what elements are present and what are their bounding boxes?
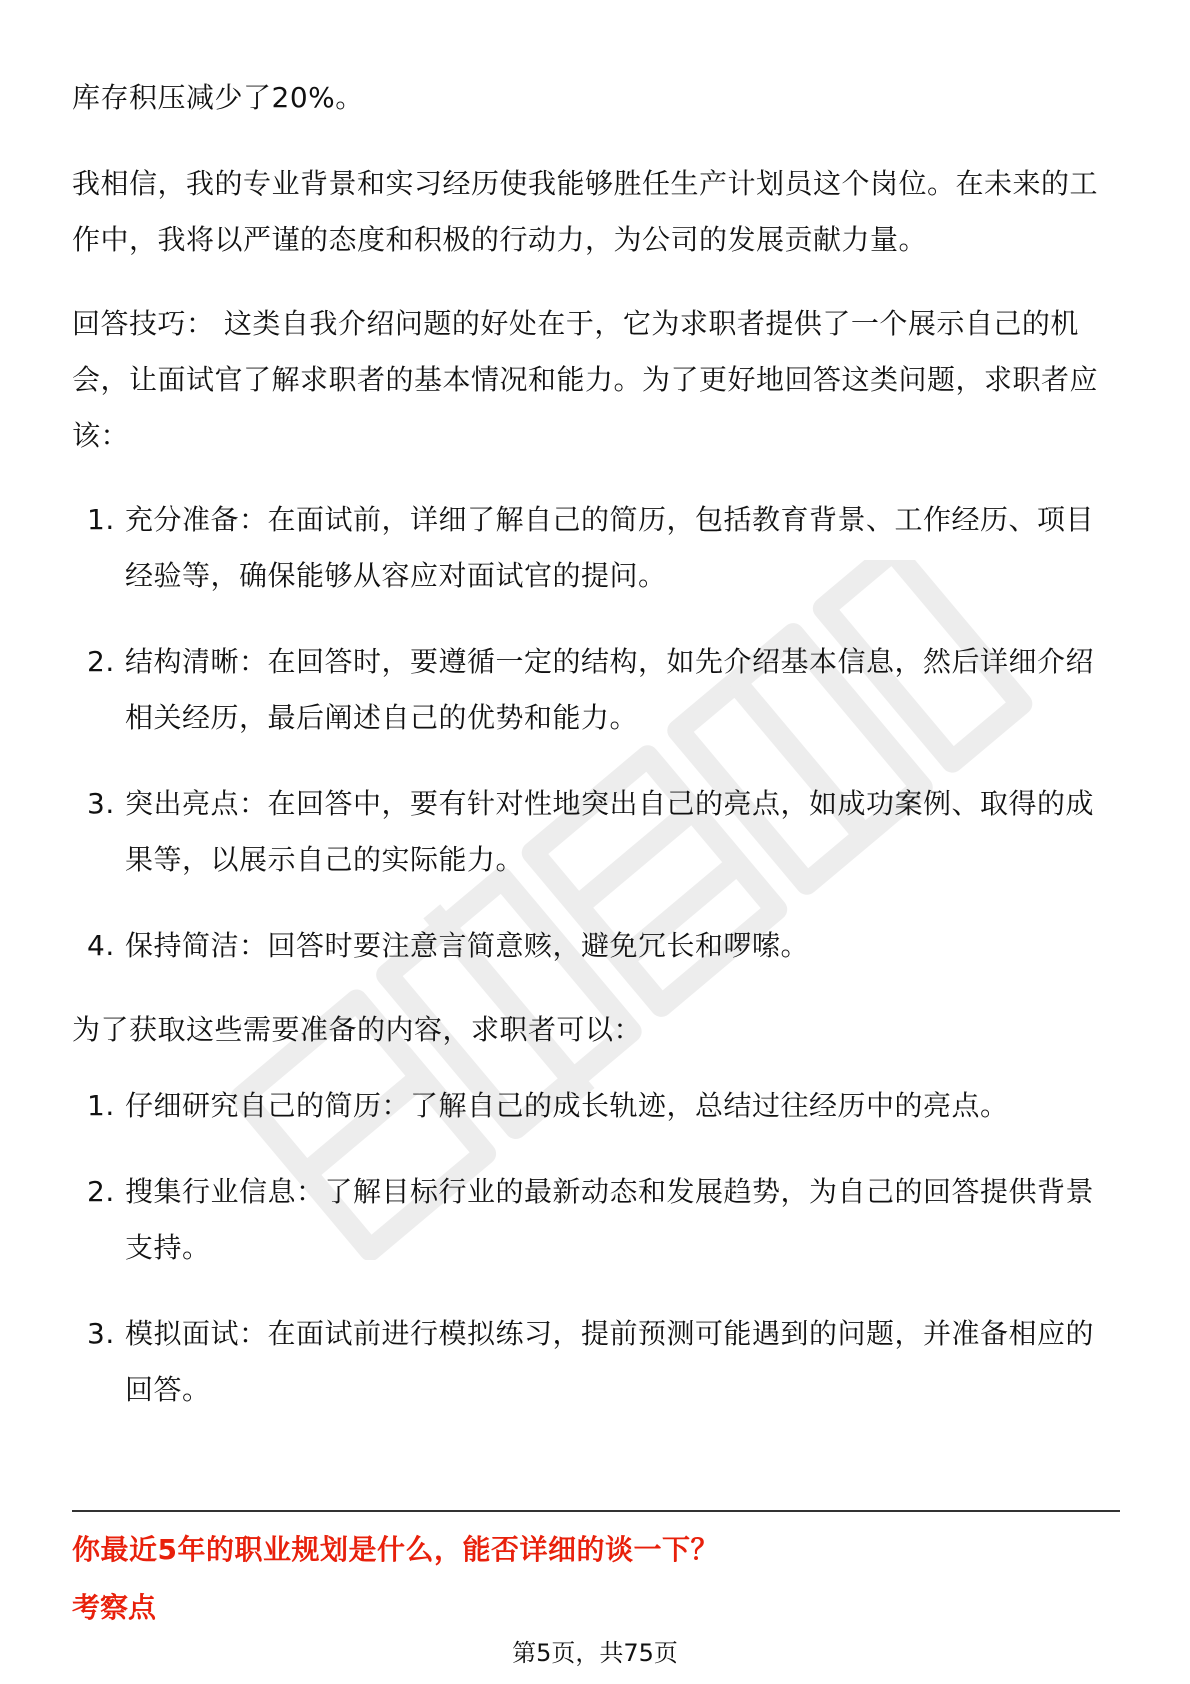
list-item-number: 3. <box>87 787 115 820</box>
list-item-text: 仔细研究自己的简历：了解自己的成长轨迹，总结过往经历中的亮点。 <box>125 1089 1009 1122</box>
list-item <box>72 918 1120 974</box>
tips-list <box>72 492 1120 974</box>
paragraph-answer-tips: 回答技巧： 这类自我介绍问题的好处在于，它为求职者提供了一个展示自己的机会，让面试官了解求职者的基本情况和能力。为了更好地回答这类问题，求职者应该： <box>72 307 1099 452</box>
prep-list <box>72 1078 1120 1418</box>
paragraph-continuation: 库存积压减少了20%。 <box>72 81 364 114</box>
list-item-number: 1. <box>87 503 115 536</box>
next-question-heading: 你最近5年的职业规划是什么，能否详细的谈一下？ <box>72 1533 719 1566</box>
list-item-text: 模拟面试：在面试前进行模拟练习，提前预测可能遇到的问题，并准备相应的回答。 <box>125 1317 1095 1406</box>
list-item-number: 2. <box>87 1175 115 1208</box>
list-item <box>72 1306 1120 1418</box>
list-item <box>72 492 1120 604</box>
list-item-number: 1. <box>87 1089 115 1122</box>
list-item-text: 搜集行业信息：了解目标行业的最新动态和发展趋势，为自己的回答提供背景支持。 <box>125 1175 1095 1264</box>
paragraph-conclusion: 我相信，我的专业背景和实习经历使我能够胜任生产计划员这个岗位。在未来的工作中，我将以严谨的态度和积极的行动力，为公司的发展贡献力量。 <box>72 167 1099 256</box>
list-item-number: 3. <box>87 1317 115 1350</box>
page-number-footer: 第5页，共75页 <box>512 1639 678 1667</box>
list-item-number: 4. <box>87 929 115 962</box>
list-item-number: 2. <box>87 645 115 678</box>
list-item-text: 结构清晰：在回答时，要遵循一定的结构，如先介绍基本信息，然后详细介绍相关经历，最后阐述自己的优势和能力。 <box>125 645 1095 734</box>
list-item <box>72 1164 1120 1276</box>
section-label-examination-points: 考察点 <box>72 1591 157 1624</box>
paragraph-prep-intro: 为了获取这些需要准备的内容，求职者可以： <box>72 1013 643 1046</box>
list-item <box>72 1078 1120 1134</box>
list-item-text: 充分准备：在面试前，详细了解自己的简历，包括教育背景、工作经历、项目经验等，确保能够从容应对面试官的提问。 <box>125 503 1095 592</box>
list-item <box>72 776 1120 888</box>
list-item-text: 保持简洁：回答时要注意言简意赅，避免冗长和啰嗦。 <box>125 929 810 962</box>
document-body <box>72 70 1120 1448</box>
section-divider <box>72 1510 1120 1512</box>
list-item <box>72 634 1120 746</box>
list-item-text: 突出亮点：在回答中，要有针对性地突出自己的亮点，如成功案例、取得的成果等，以展示自己的实际能力。 <box>125 787 1095 876</box>
